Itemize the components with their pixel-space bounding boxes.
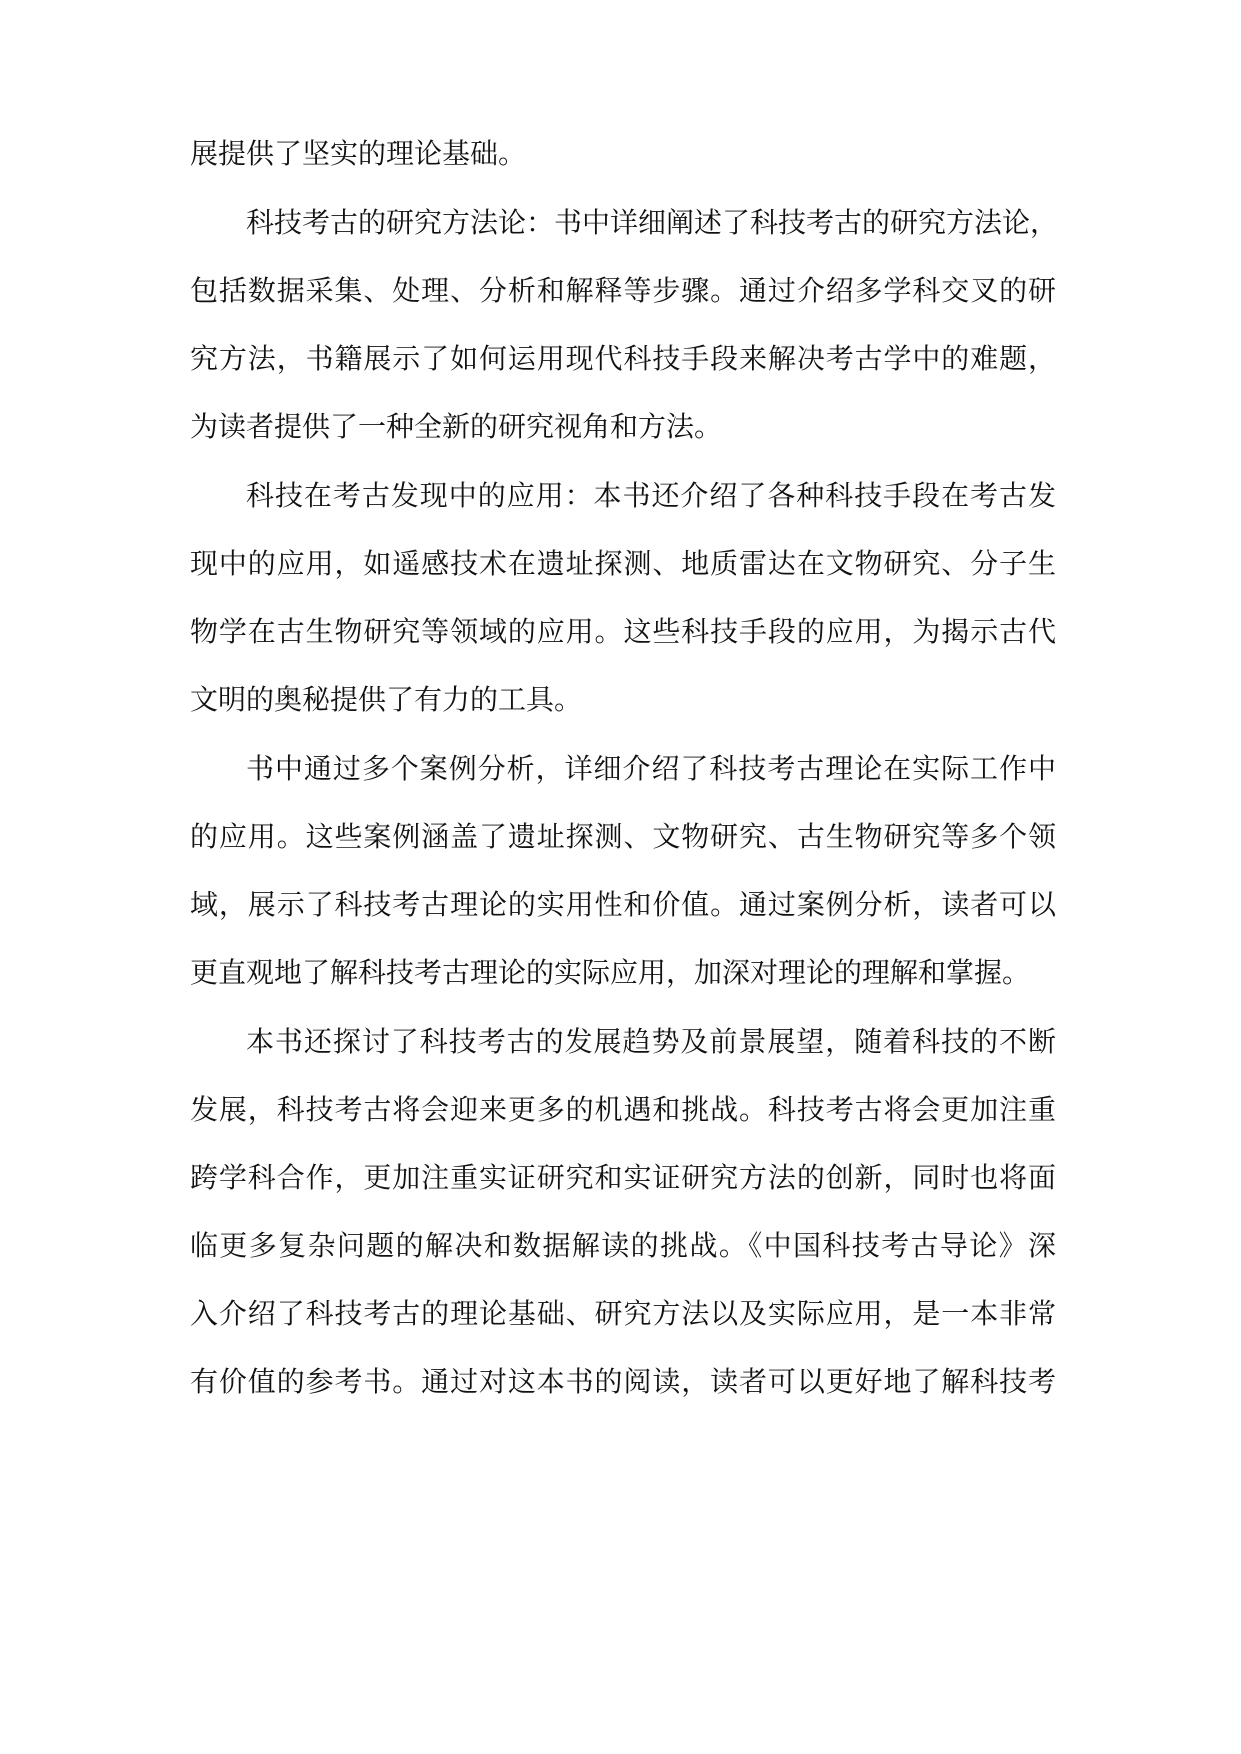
paragraph-line: 发展，科技考古将会迎来更多的机遇和挑战。科技考古将会更加注重: [190, 1093, 1056, 1126]
paragraph-line: 文明的奥秘提供了有力的工具。: [190, 683, 583, 716]
paragraph-line: 科技考古的研究方法论：书中详细阐述了科技考古的研究方法论，: [246, 206, 1059, 239]
paragraph-line: 域，展示了科技考古理论的实用性和价值。通过案例分析，读者可以: [190, 888, 1056, 921]
paragraph-line: 究方法，书籍展示了如何运用现代科技手段来解决考古学中的难题，: [190, 342, 1056, 375]
paragraph-line: 跨学科合作，更加注重实证研究和实证研究方法的创新，同时也将面: [190, 1161, 1056, 1194]
paragraph-line: 为读者提供了一种全新的研究视角和方法。: [190, 410, 723, 443]
paragraph-line: 书中通过多个案例分析，详细介绍了科技考古理论在实际工作中: [246, 752, 1056, 785]
paragraph-line: 有价值的参考书。通过对这本书的阅读，读者可以更好地了解科技考: [190, 1365, 1056, 1398]
paragraph-line: 展提供了坚实的理论基础。: [190, 137, 527, 170]
paragraph-line: 更直观地了解科技考古理论的实际应用，加深对理论的理解和掌握。: [190, 956, 1031, 989]
paragraph-line: 科技在考古发现中的应用：本书还介绍了各种科技手段在考古发: [246, 479, 1056, 512]
paragraph-line: 物学在古生物研究等领域的应用。这些科技手段的应用，为揭示古代: [190, 615, 1056, 648]
paragraph-line: 现中的应用，如遥感技术在遗址探测、地质雷达在文物研究、分子生: [190, 547, 1056, 580]
paragraph-line: 的应用。这些案例涵盖了遗址探测、文物研究、古生物研究等多个领: [190, 820, 1056, 853]
paragraph-line: 包括数据采集、处理、分析和解释等步骤。通过介绍多学科交叉的研: [190, 274, 1056, 307]
paragraph-line: 临更多复杂问题的解决和数据解读的挑战。《中国科技考古导论》深: [190, 1229, 1056, 1262]
paragraph-line: 入介绍了科技考古的理论基础、研究方法以及实际应用，是一本非常: [190, 1297, 1056, 1330]
paragraph-line: 本书还探讨了科技考古的发展趋势及前景展望，随着科技的不断: [246, 1025, 1056, 1058]
